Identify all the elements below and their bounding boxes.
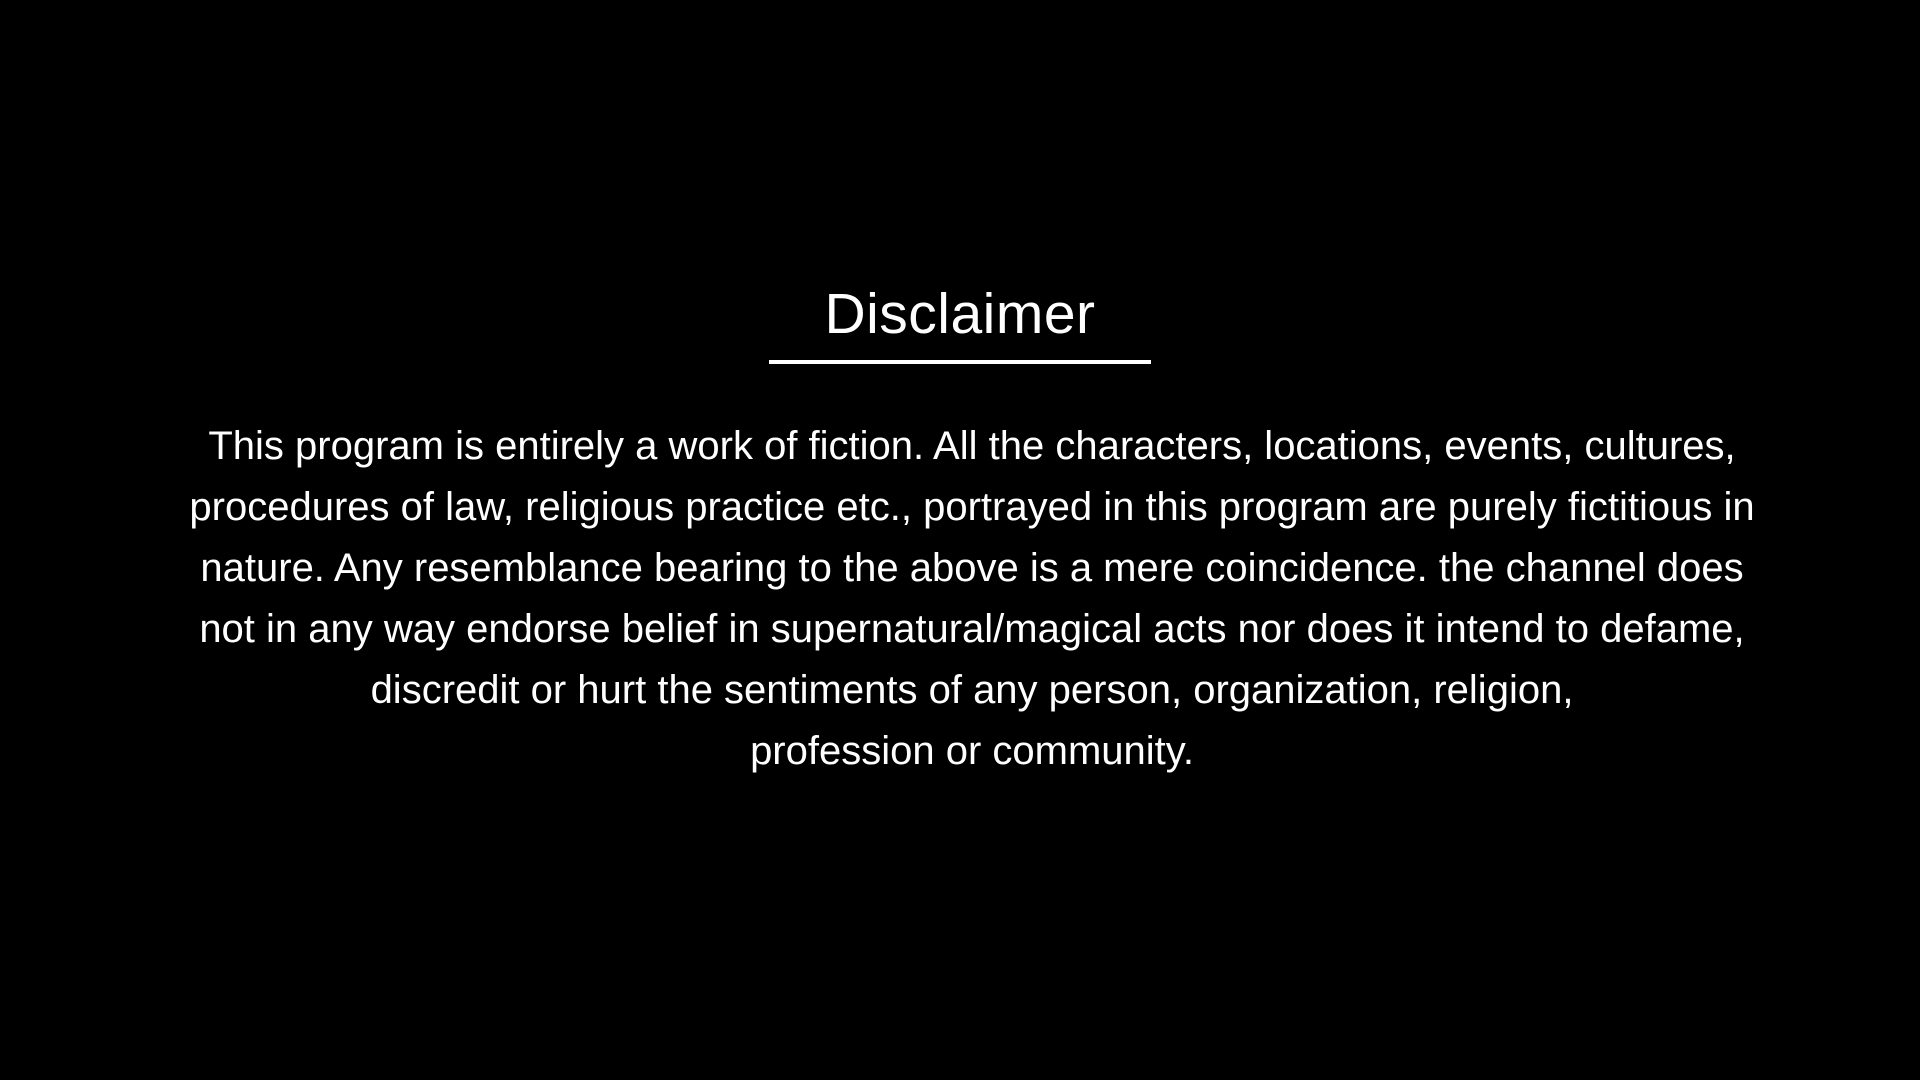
page-title: Disclaimer	[824, 282, 1096, 346]
disclaimer-text	[122, 416, 1822, 782]
disclaimer-line-6: profession or community.	[750, 728, 1194, 773]
disclaimer-line-5: discredit or hurt the sentiments of any person, organization, religion,	[370, 667, 1574, 712]
title-block	[769, 283, 1151, 364]
disclaimer-line-2: procedures of law, religious practice etc., portrayed in this program are purely fictitious in	[189, 484, 1755, 529]
title-underline	[769, 360, 1151, 364]
disclaimer-line-1: This program is entirely a work of fiction. All the characters, locations, events, cultures,	[208, 423, 1736, 468]
disclaimer-line-4: not in any way endorse belief in supernatural/magical acts nor does it intend to defame,	[199, 606, 1745, 651]
disclaimer-line-3: nature. Any resemblance bearing to the above is a mere coincidence. the channel does	[200, 545, 1744, 590]
